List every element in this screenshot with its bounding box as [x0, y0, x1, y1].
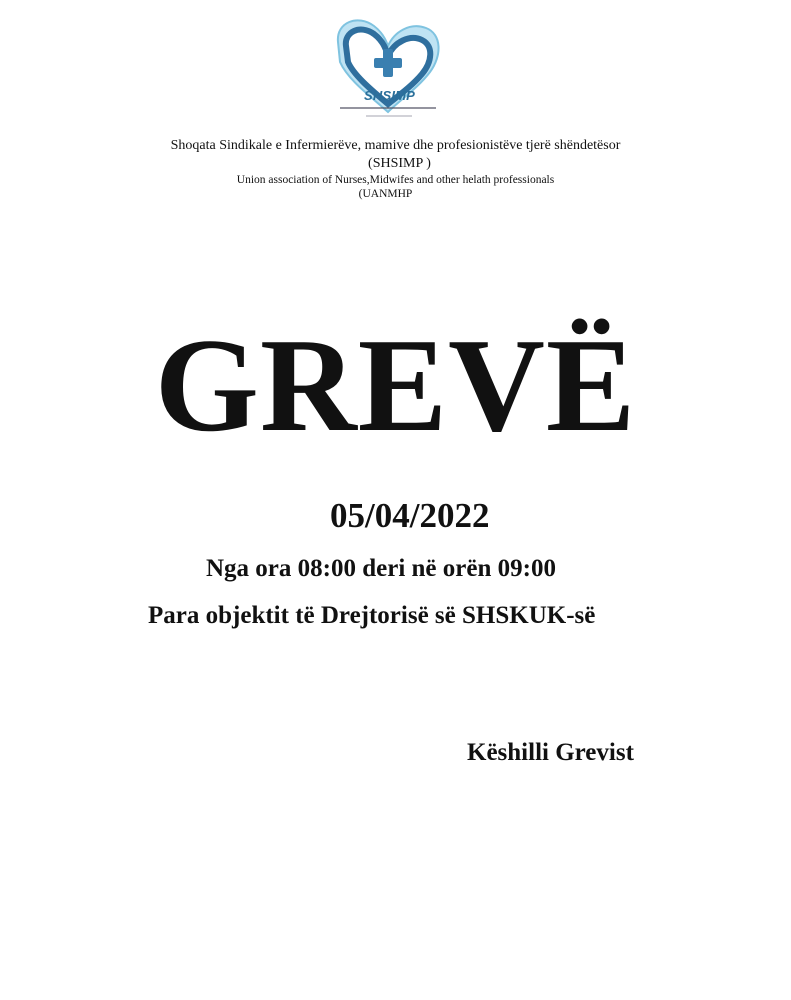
signature: Këshilli Grevist — [467, 739, 634, 766]
shsimp-logo — [330, 12, 446, 132]
logo-acronym: SHSIMP — [364, 88, 416, 103]
union-name-albanian: Shoqata Sindikale e Infermierëve, mamive dhe profesionistëve tjerë shëndetësor — [170, 138, 621, 153]
strike-date: 05/04/2022 — [330, 496, 490, 535]
strike-location: Para objektit të Drejtorisë së SHSKUK-së — [148, 602, 596, 629]
strike-title: GREVË — [154, 311, 637, 459]
union-acronym-english: (UANMHP — [358, 188, 413, 200]
heart-cross-icon — [330, 12, 446, 132]
union-acronym-albanian: (SHSIMP ) — [368, 156, 431, 171]
strike-time: Nga ora 08:00 deri në orën 09:00 — [206, 555, 556, 582]
union-name-english: Union association of Nurses,Midwifes and other helath professionals — [236, 174, 555, 186]
